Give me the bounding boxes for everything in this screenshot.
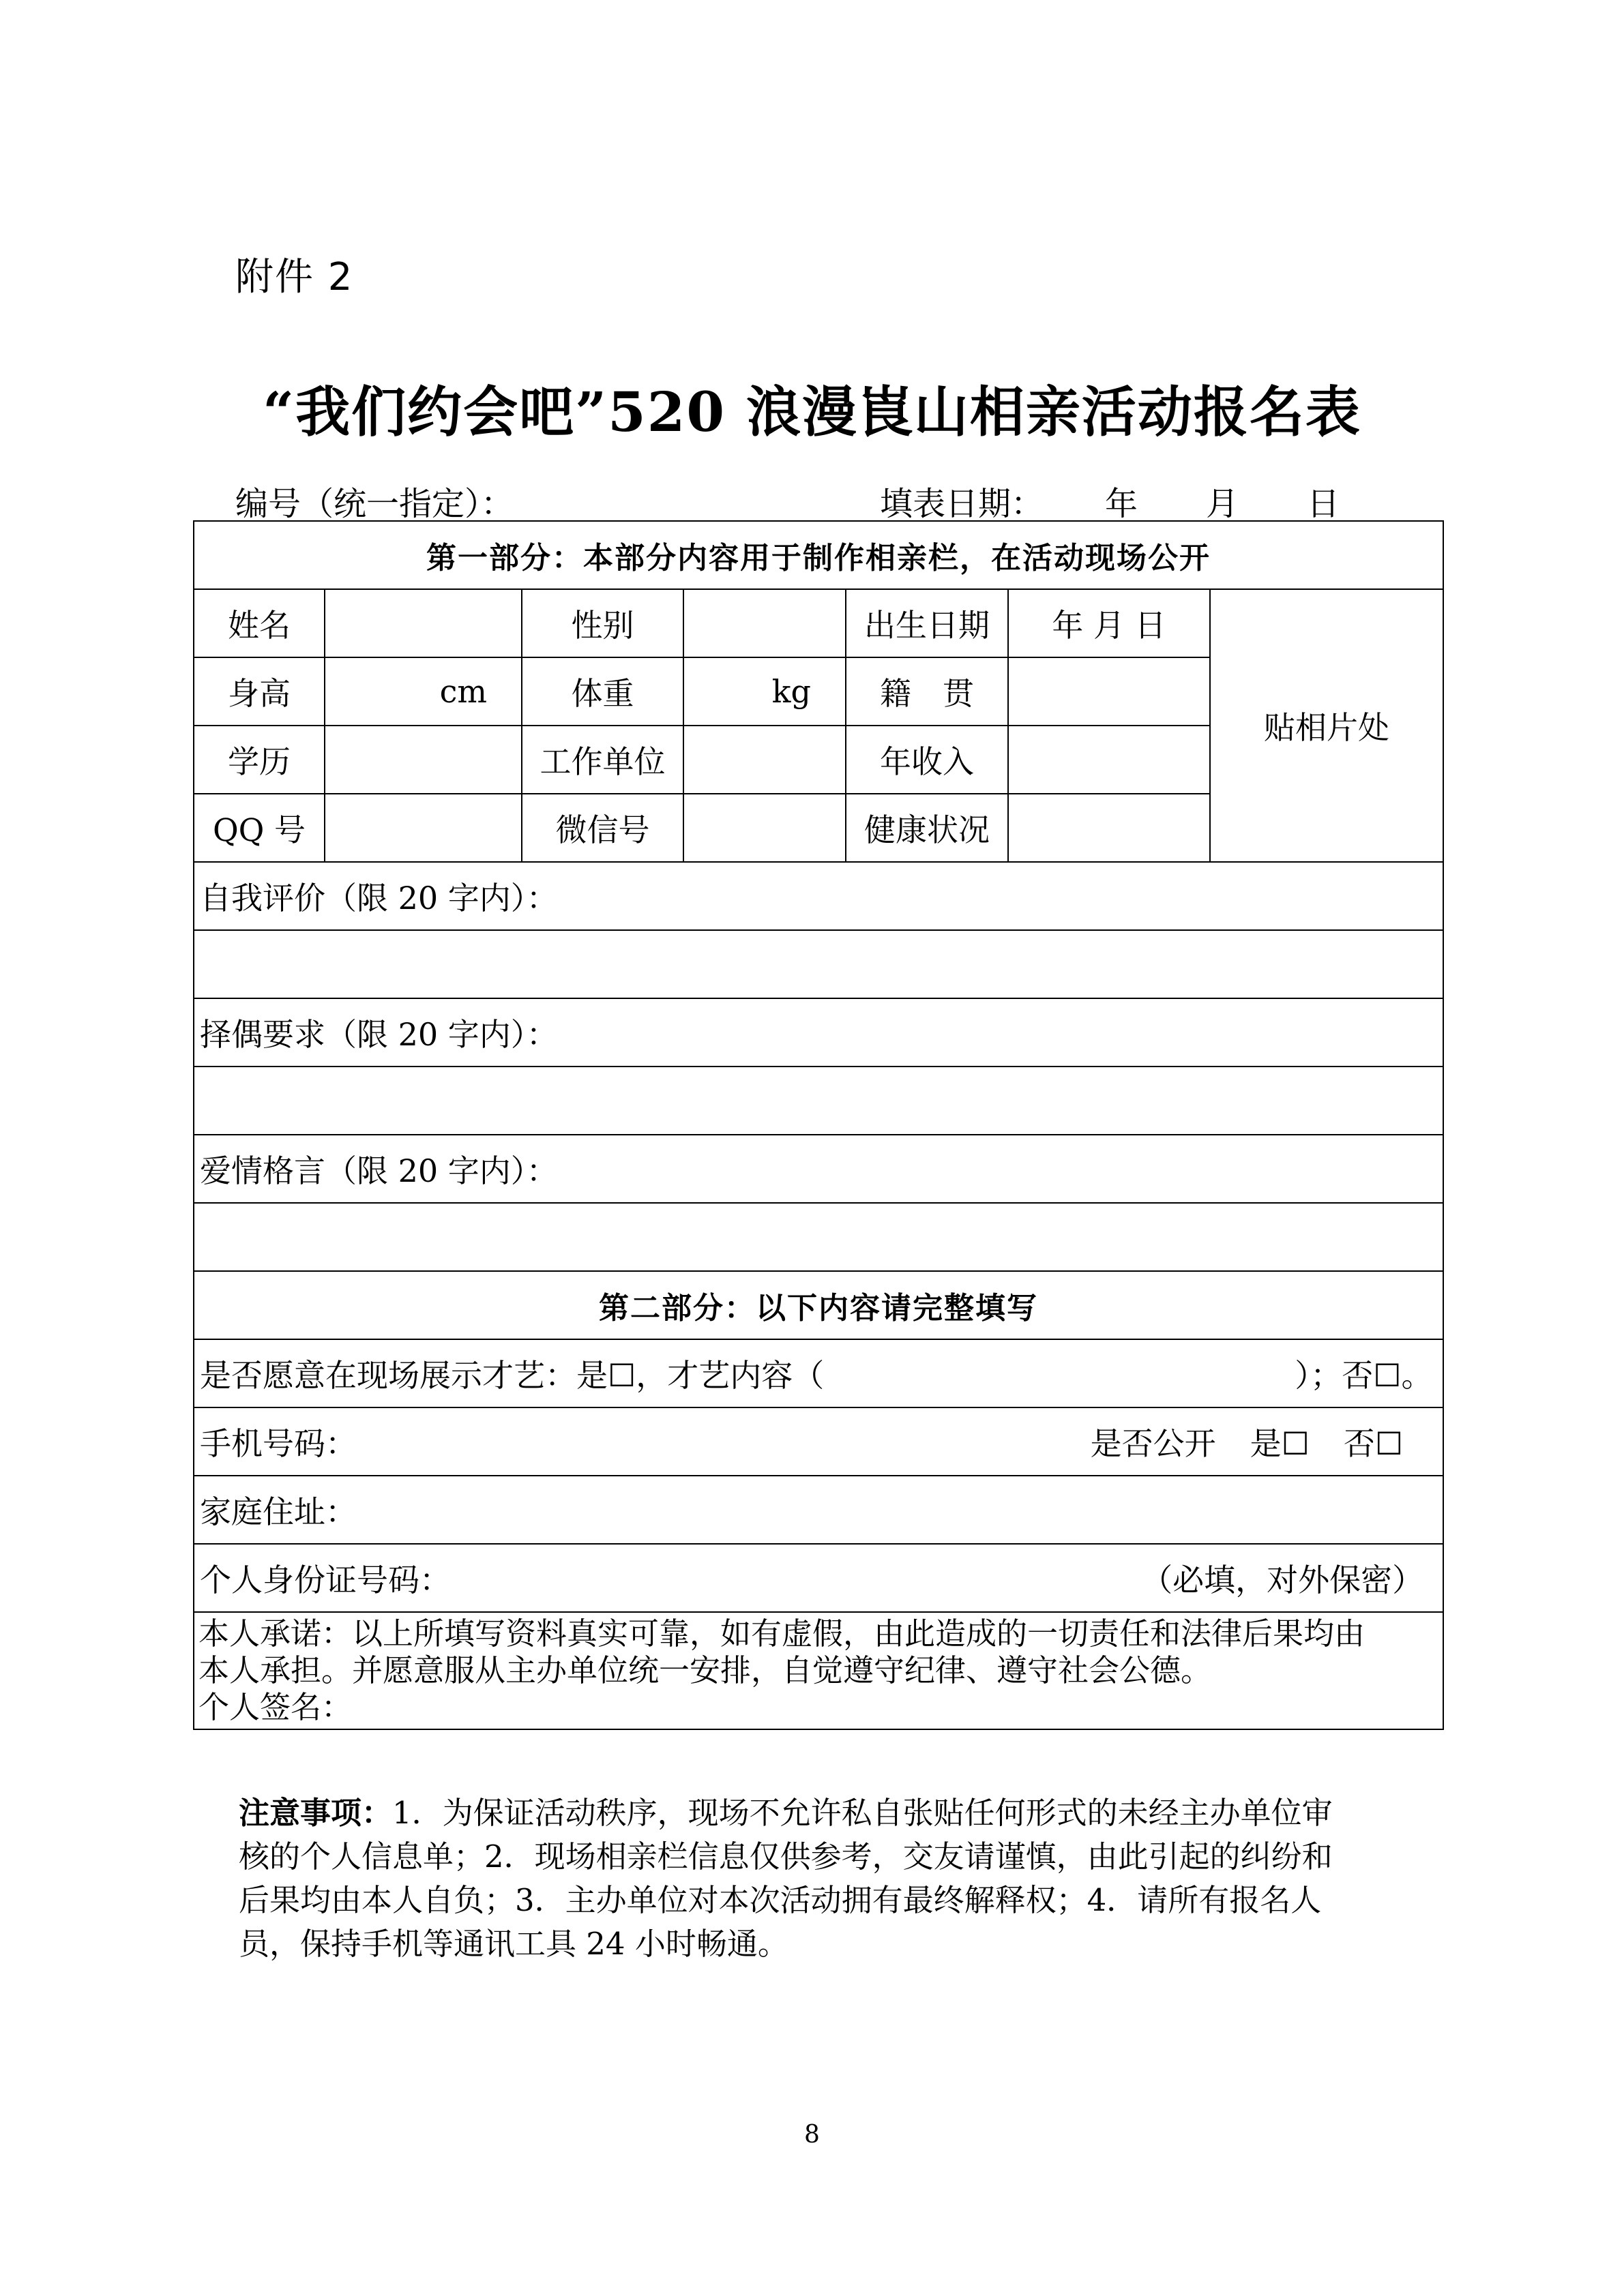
birth-date-field[interactable]: 年 月 日 <box>1008 589 1210 657</box>
weight-label: 体重 <box>522 657 683 726</box>
talent-question: 是否愿意在现场展示才艺：是☐，才艺内容（ <box>200 1357 825 1394</box>
notes-line-3: 后果均由本人自负；3．主办单位对本次活动拥有最终解释权；4．请所有报名人 <box>239 1882 1322 1918</box>
gender-label: 性别 <box>522 589 683 657</box>
notes-block <box>198 1791 1426 1966</box>
id-number-cell[interactable] <box>194 1544 1443 1612</box>
wechat-field[interactable] <box>683 794 846 862</box>
id-number-note: （必填，对外保密） <box>1141 1562 1424 1598</box>
qq-field[interactable] <box>325 794 522 862</box>
part1-heading: 第一部分：本部分内容用于制作相亲栏，在活动现场公开 <box>194 521 1443 589</box>
education-field[interactable] <box>325 726 522 794</box>
native-place-label: 籍 贯 <box>846 657 1008 726</box>
love-motto-row <box>194 1135 1443 1203</box>
address-row <box>194 1476 1443 1544</box>
fill-date-line <box>880 477 1340 524</box>
gender-field[interactable] <box>683 589 846 657</box>
employer-label: 工作单位 <box>522 726 683 794</box>
pledge-line-2: 本人承担。并愿意服从主办单位统一安排，自觉遵守纪律、遵守社会公德。 <box>198 1652 1212 1688</box>
address-label: 家庭住址： <box>200 1493 357 1530</box>
phone-row <box>194 1407 1443 1476</box>
talent-cell[interactable] <box>194 1339 1443 1407</box>
part1-heading-row <box>194 521 1443 589</box>
self-eval-input-row <box>194 930 1443 998</box>
qq-label: QQ 号 <box>194 794 325 862</box>
annual-income-label: 年收入 <box>846 726 1008 794</box>
height-field[interactable]: cm <box>325 657 522 726</box>
partner-req-row <box>194 998 1443 1067</box>
birth-date-label: 出生日期 <box>846 589 1008 657</box>
education-label: 学历 <box>194 726 325 794</box>
notes-title: 注意事项： <box>239 1795 393 1831</box>
pledge-line-1: 本人承诺：以上所填写资料真实可靠，如有虚假，由此造成的一切责任和法律后果均由 <box>198 1615 1365 1652</box>
health-label: 健康状况 <box>846 794 1008 862</box>
part2-heading: 第二部分：以下内容请完整填写 <box>194 1271 1443 1339</box>
phone-public-label: 是否公开 <box>1090 1425 1216 1462</box>
native-place-field[interactable] <box>1008 657 1210 726</box>
talent-row <box>194 1339 1443 1407</box>
page-title: “我们约会吧”520 浪漫崀山相亲活动报名表 <box>263 380 1361 444</box>
phone-public-group <box>1091 1419 1438 1464</box>
partner-req-label: 择偶要求（限 20 字内）： <box>194 998 1443 1067</box>
phone-label: 手机号码： <box>200 1425 357 1462</box>
notes-line-4: 员，保持手机等通讯工具 24 小时畅通。 <box>239 1926 788 1962</box>
photo-placeholder[interactable]: 贴相片处 <box>1210 589 1443 862</box>
address-cell[interactable] <box>194 1476 1443 1544</box>
height-label: 身高 <box>194 657 325 726</box>
fill-date-month: 月 <box>1206 485 1239 523</box>
form-row-name <box>194 589 1443 657</box>
fill-date-year: 年 <box>1105 485 1138 523</box>
notes-line-2: 核的个人信息单；2．现场相亲栏信息仅供参考，交友请谨慎，由此引起的纠纷和 <box>239 1838 1333 1875</box>
phone-cell[interactable] <box>194 1407 1443 1476</box>
self-eval-label: 自我评价（限 20 字内）： <box>194 862 1443 930</box>
name-label: 姓名 <box>194 589 325 657</box>
signature-label: 个人签名： <box>198 1689 353 1725</box>
pledge-cell[interactable] <box>194 1612 1443 1729</box>
form-number-label: 编号（统一指定）： <box>235 485 514 523</box>
registration-form-table <box>193 520 1444 1730</box>
love-motto-input-row <box>194 1203 1443 1271</box>
id-number-label: 个人身份证号码： <box>200 1562 451 1598</box>
fill-date-day: 日 <box>1307 485 1340 523</box>
notes-line-1: 1．为保证活动秩序，现场不允许私自张贴任何形式的未经主办单位审 <box>392 1795 1333 1831</box>
self-eval-field[interactable] <box>194 930 1443 998</box>
love-motto-label: 爱情格言（限 20 字内）： <box>194 1135 1443 1203</box>
wechat-label: 微信号 <box>522 794 683 862</box>
name-field[interactable] <box>325 589 522 657</box>
talent-no-option: ）；否☐。 <box>1295 1357 1433 1394</box>
id-number-row <box>194 1544 1443 1612</box>
partner-req-input-row <box>194 1067 1443 1135</box>
fill-date-label: 填表日期： <box>880 485 1044 523</box>
phone-public-yes-checkbox[interactable]: 是☐ <box>1250 1425 1310 1462</box>
self-eval-row <box>194 862 1443 930</box>
page-number: 8 <box>804 2121 820 2149</box>
weight-field[interactable]: kg <box>683 657 846 726</box>
annual-income-field[interactable] <box>1008 726 1210 794</box>
part2-heading-row <box>194 1271 1443 1339</box>
attachment-label: 附件 2 <box>235 255 354 299</box>
partner-req-field[interactable] <box>194 1067 1443 1135</box>
phone-public-no-checkbox[interactable]: 否☐ <box>1343 1425 1404 1462</box>
health-field[interactable] <box>1008 794 1210 862</box>
love-motto-field[interactable] <box>194 1203 1443 1271</box>
pledge-row <box>194 1612 1443 1729</box>
employer-field[interactable] <box>683 726 846 794</box>
